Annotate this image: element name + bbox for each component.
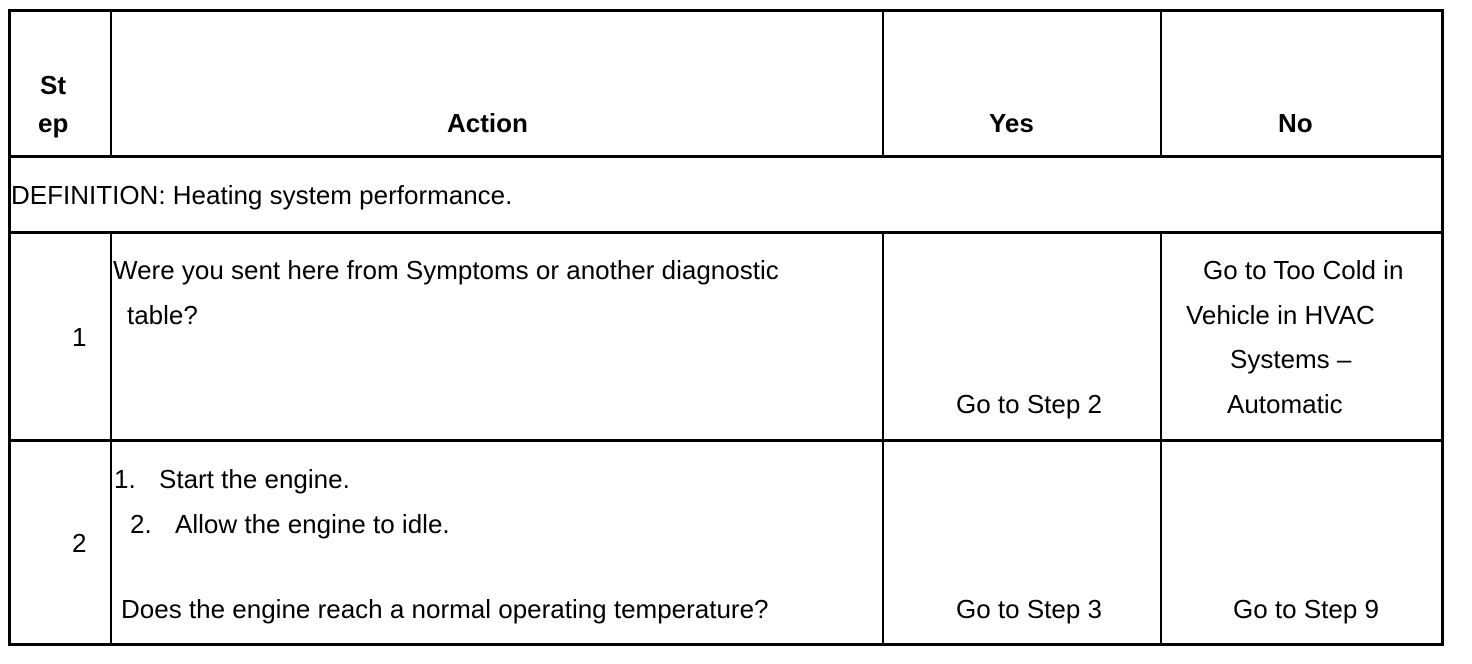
step2-item2-number: 2. <box>130 509 152 539</box>
step2-item2-text: Allow the engine to idle. <box>175 509 450 539</box>
step1-no-line4: Automatic <box>1227 389 1343 419</box>
table-border-right <box>1441 9 1444 646</box>
step1-yes: Go to Step 2 <box>956 389 1102 419</box>
step1-action-line2: table? <box>127 300 198 330</box>
header-step-line1: St <box>40 70 66 100</box>
step1-action-line1: Were you sent here from Symptoms or another diagnostic <box>113 255 779 285</box>
step2-no: Go to Step 9 <box>1233 594 1379 624</box>
col-divider-step-action-bottom <box>110 231 112 645</box>
header-no: No <box>1278 108 1313 138</box>
col-divider-action-yes-bottom <box>882 231 884 645</box>
step1-no-line3: Systems – <box>1230 344 1352 374</box>
col-divider-step-action-top <box>110 9 112 157</box>
row-divider-definition <box>8 231 1444 234</box>
header-action: Action <box>447 108 528 138</box>
col-divider-action-yes-top <box>882 9 884 157</box>
col-divider-yes-no-top <box>1160 9 1162 157</box>
row-divider-step1 <box>8 439 1444 442</box>
table-border-bottom <box>8 643 1444 646</box>
col-divider-yes-no-bottom <box>1160 231 1162 645</box>
step2-question: Does the engine reach a normal operating temperature? <box>121 594 769 624</box>
row-divider-header <box>8 155 1444 158</box>
header-step-line2: ep <box>38 108 69 138</box>
table-border-top <box>8 9 1444 12</box>
diagnostic-table <box>8 9 1444 646</box>
step2-item1-text: Start the engine. <box>159 464 350 494</box>
table-border-left <box>8 9 11 646</box>
step1-no-line1: Go to Too Cold in <box>1203 255 1404 285</box>
step1-number: 1 <box>72 322 87 352</box>
step2-yes: Go to Step 3 <box>956 594 1102 624</box>
definition-text: DEFINITION: Heating system performance. <box>11 180 513 210</box>
step1-no-line2: Vehicle in HVAC <box>1186 300 1375 330</box>
step2-number: 2 <box>72 528 87 558</box>
step2-item1-number: 1. <box>114 464 136 494</box>
header-yes: Yes <box>989 108 1034 138</box>
